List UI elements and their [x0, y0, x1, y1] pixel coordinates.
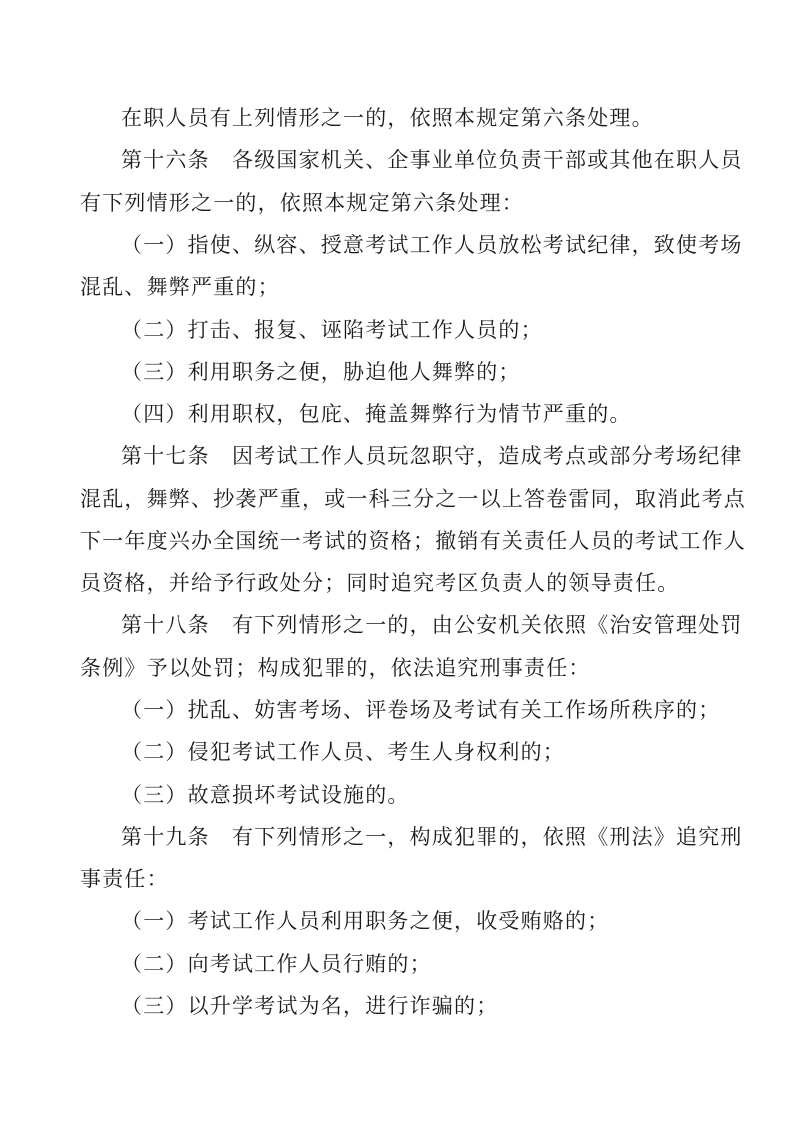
paragraph-line: 条例》予以处罚；构成犯罪的，依法追究刑事责任： [80, 656, 591, 680]
article-16-heading-line: 第十六条 各级国家机关、企事业单位负责干部或其他在职人员 [121, 148, 743, 172]
list-item: （二）打击、报复、诬陷考试工作人员的； [121, 318, 543, 342]
paragraph-line: 在职人员有上列情形之一的，依照本规定第六条处理。 [121, 106, 654, 130]
paragraph-line: 混乱、舞弊严重的； [80, 275, 280, 299]
article-19-heading-line: 第十九条 有下列情形之一，构成犯罪的，依照《刑法》追究刑 [121, 825, 743, 849]
paragraph-line: 下一年度兴办全国统一考试的资格；撤销有关责任人员的考试工作人 [80, 529, 746, 553]
paragraph-line: 事责任： [80, 867, 169, 891]
list-item: （一）扰乱、妨害考场、评卷场及考试有关工作场所秩序的； [121, 698, 721, 722]
list-item: （二）向考试工作人员行贿的； [121, 952, 432, 976]
list-item: （一）指使、纵容、授意考试工作人员放松考试纪律，致使考场 [121, 233, 743, 257]
article-17-heading-line: 第十七条 因考试工作人员玩忽职守，造成考点或部分考场纪律 [121, 444, 743, 468]
list-item: （三）故意损坏考试设施的。 [121, 783, 410, 807]
article-18-heading-line: 第十八条 有下列情形之一的，由公安机关依照《治安管理处罚 [121, 613, 743, 637]
paragraph-line: 混乱，舞弊、抄袭严重，或一科三分之一以上答卷雷同，取消此考点 [80, 487, 746, 511]
list-item: （三）利用职务之便，胁迫他人舞弊的； [121, 360, 521, 384]
paragraph-line: 员资格，并给予行政处分；同时追究考区负责人的领导责任。 [80, 571, 680, 595]
list-item: （一）考试工作人员利用职务之便，收受贿赂的； [121, 909, 610, 933]
list-item: （四）利用职权，包庇、掩盖舞弊行为情节严重的。 [121, 402, 632, 426]
paragraph-line: 有下列情形之一的，依照本规定第六条处理： [80, 191, 524, 215]
list-item: （三）以升学考试为名，进行诈骗的； [121, 994, 499, 1018]
list-item: （二）侵犯考试工作人员、考生人身权利的； [121, 740, 565, 764]
